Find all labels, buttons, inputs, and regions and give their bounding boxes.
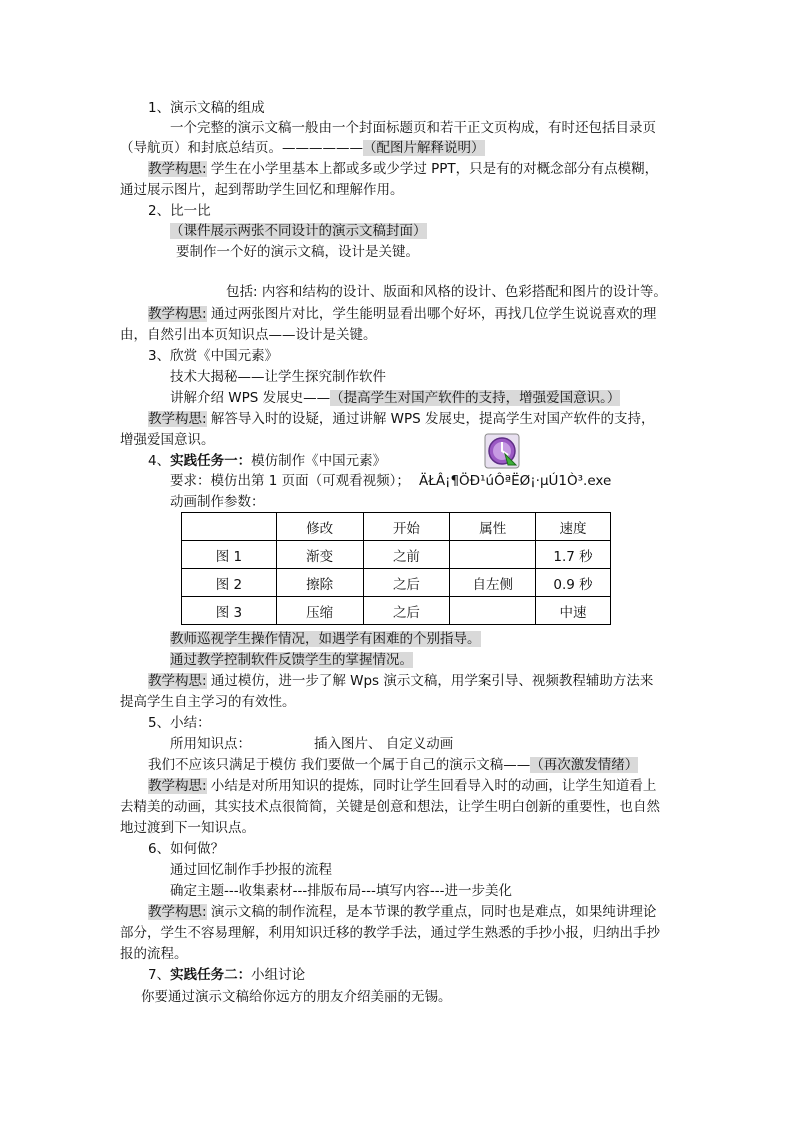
knowledge-points-value: 插入图片、 自定义动画 [314,736,454,752]
teaching-idea-label: 教学构思: [148,778,207,794]
highlighted-note: 通过教学控制软件反馈学生的掌握情况。 [170,652,413,668]
table-header-cell [182,513,277,541]
table-cell: 之后 [363,597,450,625]
section-1-heading: 1、演示文稿的组成 [148,100,265,116]
table-cell: 擦除 [276,569,363,597]
table-row [182,597,611,625]
highlighted-note: 教师巡视学生操作情况，如遇学有困难的个别指导。 [170,631,481,647]
highlighted-note: （提高学生对国产软件的支持，增强爱国意识。） [330,390,621,406]
table-cell: 渐变 [276,541,363,569]
teaching-idea-2-line-2: 由，自然引出本页知识点——设计是关键。 [120,327,377,343]
teaching-idea-6-line-2: 部分，学生不容易理解，利用知识迁移的教学手法，通过学生熟悉的手抄小报，归纳出手抄 [120,925,660,941]
highlighted-note: （课件展示两张不同设计的演示文稿封面） [170,223,427,239]
section-3-paragraph-line-2: 讲解介绍 WPS 发展史——（提高学生对国产软件的支持，增强爱国意识。） [170,390,621,406]
animation-params-label: 动画制作参数： [170,494,265,510]
exe-file-name[interactable]: ÄŁÂ¡¶ÖÐ¹úÔªËØ¡·µÚ1Ò³.exe [419,473,612,489]
teaching-idea-3-line-2: 增强爱国意识。 [120,432,215,448]
section-1-paragraph-line-2: （导航页）和封底总结页。——————（配图片解释说明） [120,140,485,156]
exe-file-icon[interactable] [484,433,520,469]
teaching-idea-label: 教学构思: [148,306,207,322]
teacher-note-line-2 [170,650,413,670]
table-cell: 之后 [363,569,450,597]
animation-params-table [181,512,611,625]
table-cell: 之前 [363,541,450,569]
teaching-idea-5-line-3: 地过渡到下一知识点。 [120,820,255,836]
section-3-paragraph-line-1: 技术大揭秘——让学生探究制作软件 [170,369,386,385]
teaching-idea-6-line-3: 报的流程。 [120,946,188,962]
section-2-paragraph-line-1: 要制作一个好的演示文稿，设计是关键。 [176,244,419,260]
section-1-paragraph-line-1: 一个完整的演示文稿一般由一个封面标题页和若干正文页构成，有时还包括目录页 [170,120,656,136]
teaching-idea-5-line-1: 教学构思: 小结是对所用知识的提炼，同时让学生回看导入时的动画，让学生知道看上 [148,778,657,794]
table-header-cell: 属性 [450,513,536,541]
teaching-idea-2-line-1: 教学构思: 通过两张图片对比，学生能明显看出哪个好坏，再找几位学生说说喜欢的理 [148,306,657,322]
section-3-heading: 3、欣赏《中国元素》 [148,348,279,364]
section-5-heading: 5、小结： [148,715,211,731]
table-cell: 0.9 秒 [536,569,611,597]
section-2-paragraph-line-2: 包括: 内容和结构的设计、版面和风格的设计、色彩搭配和图片的设计等。 [226,284,667,300]
highlighted-note: （配图片解释说明） [363,140,485,156]
teaching-idea-label: 教学构思: [148,161,207,177]
table-cell: 图 2 [182,569,277,597]
table-cell: 图 1 [182,541,277,569]
section-5-paragraph-line: 我们不应该只满足于模仿 我们要做一个属于自己的演示文稿——（再次激发情绪） [148,757,639,773]
teaching-idea-label: 教学构思: [148,411,207,427]
requirement-line: 要求：模仿出第 1 页面（可观看视频）； [170,473,410,489]
table-header-cell: 开始 [363,513,450,541]
teaching-idea-3-line-1: 教学构思: 解答导入时的设疑，通过讲解 WPS 发展史，提高学生对国产软件的支持， [148,411,655,427]
section-4-heading: 4、实践任务一：模仿制作《中国元素》 [148,453,387,469]
teacher-note-line-1 [170,629,481,649]
table-header-cell: 修改 [276,513,363,541]
table-header-cell: 速度 [536,513,611,541]
section-7-heading: 7、实践任务二：小组讨论 [148,967,306,983]
teaching-idea-5-line-2: 去精美的动画，其实技术点很简简，关键是创意和想法，让学生明白创新的重要性，也自然 [120,799,660,815]
table-row [182,569,611,597]
teaching-idea-1-line-1: 教学构思: 学生在小学里基本上都或多或少学过 PPT，只是有的对概念部分有点模糊， [148,161,659,177]
section-6-paragraph-line-2: 确定主题---收集素材---排版布局---填写内容---进一步美化 [170,883,512,899]
knowledge-points-label: 所用知识点： [170,736,251,752]
section-6-heading: 6、如何做？ [148,841,225,857]
teaching-idea-label: 教学构思: [148,673,207,689]
table-cell: 中速 [536,597,611,625]
teaching-idea-4-line-2: 提高学生自主学习的有效性。 [120,694,296,710]
section-2-note-line [170,221,427,241]
teaching-idea-1-line-2: 通过展示图片，起到帮助学生回忆和理解作用。 [120,182,404,198]
table-cell: 自左侧 [450,569,536,597]
teaching-idea-4-line-1: 教学构思: 通过模仿，进一步了解 Wps 演示文稿，用学案引导、视频教程辅助方法来 [148,673,654,689]
table-cell: 图 3 [182,597,277,625]
table-cell: 1.7 秒 [536,541,611,569]
section-2-heading: 2、比一比 [148,203,211,219]
table-cell [450,597,536,625]
teaching-idea-label: 教学构思: [148,904,207,920]
table-header-row [182,513,611,541]
section-6-paragraph-line-1: 通过回忆制作手抄报的流程 [170,862,332,878]
teaching-idea-6-line-1: 教学构思: 演示文稿的制作流程，是本节课的教学重点，同时也是难点，如果纯讲理论 [148,904,657,920]
section-7-paragraph-line-1: 你要通过演示文稿给你远方的朋友介绍美丽的无锡。 [141,989,452,1005]
table-cell: 压缩 [276,597,363,625]
table-row [182,541,611,569]
table-cell [450,541,536,569]
highlighted-note: （再次激发情绪） [530,757,639,773]
